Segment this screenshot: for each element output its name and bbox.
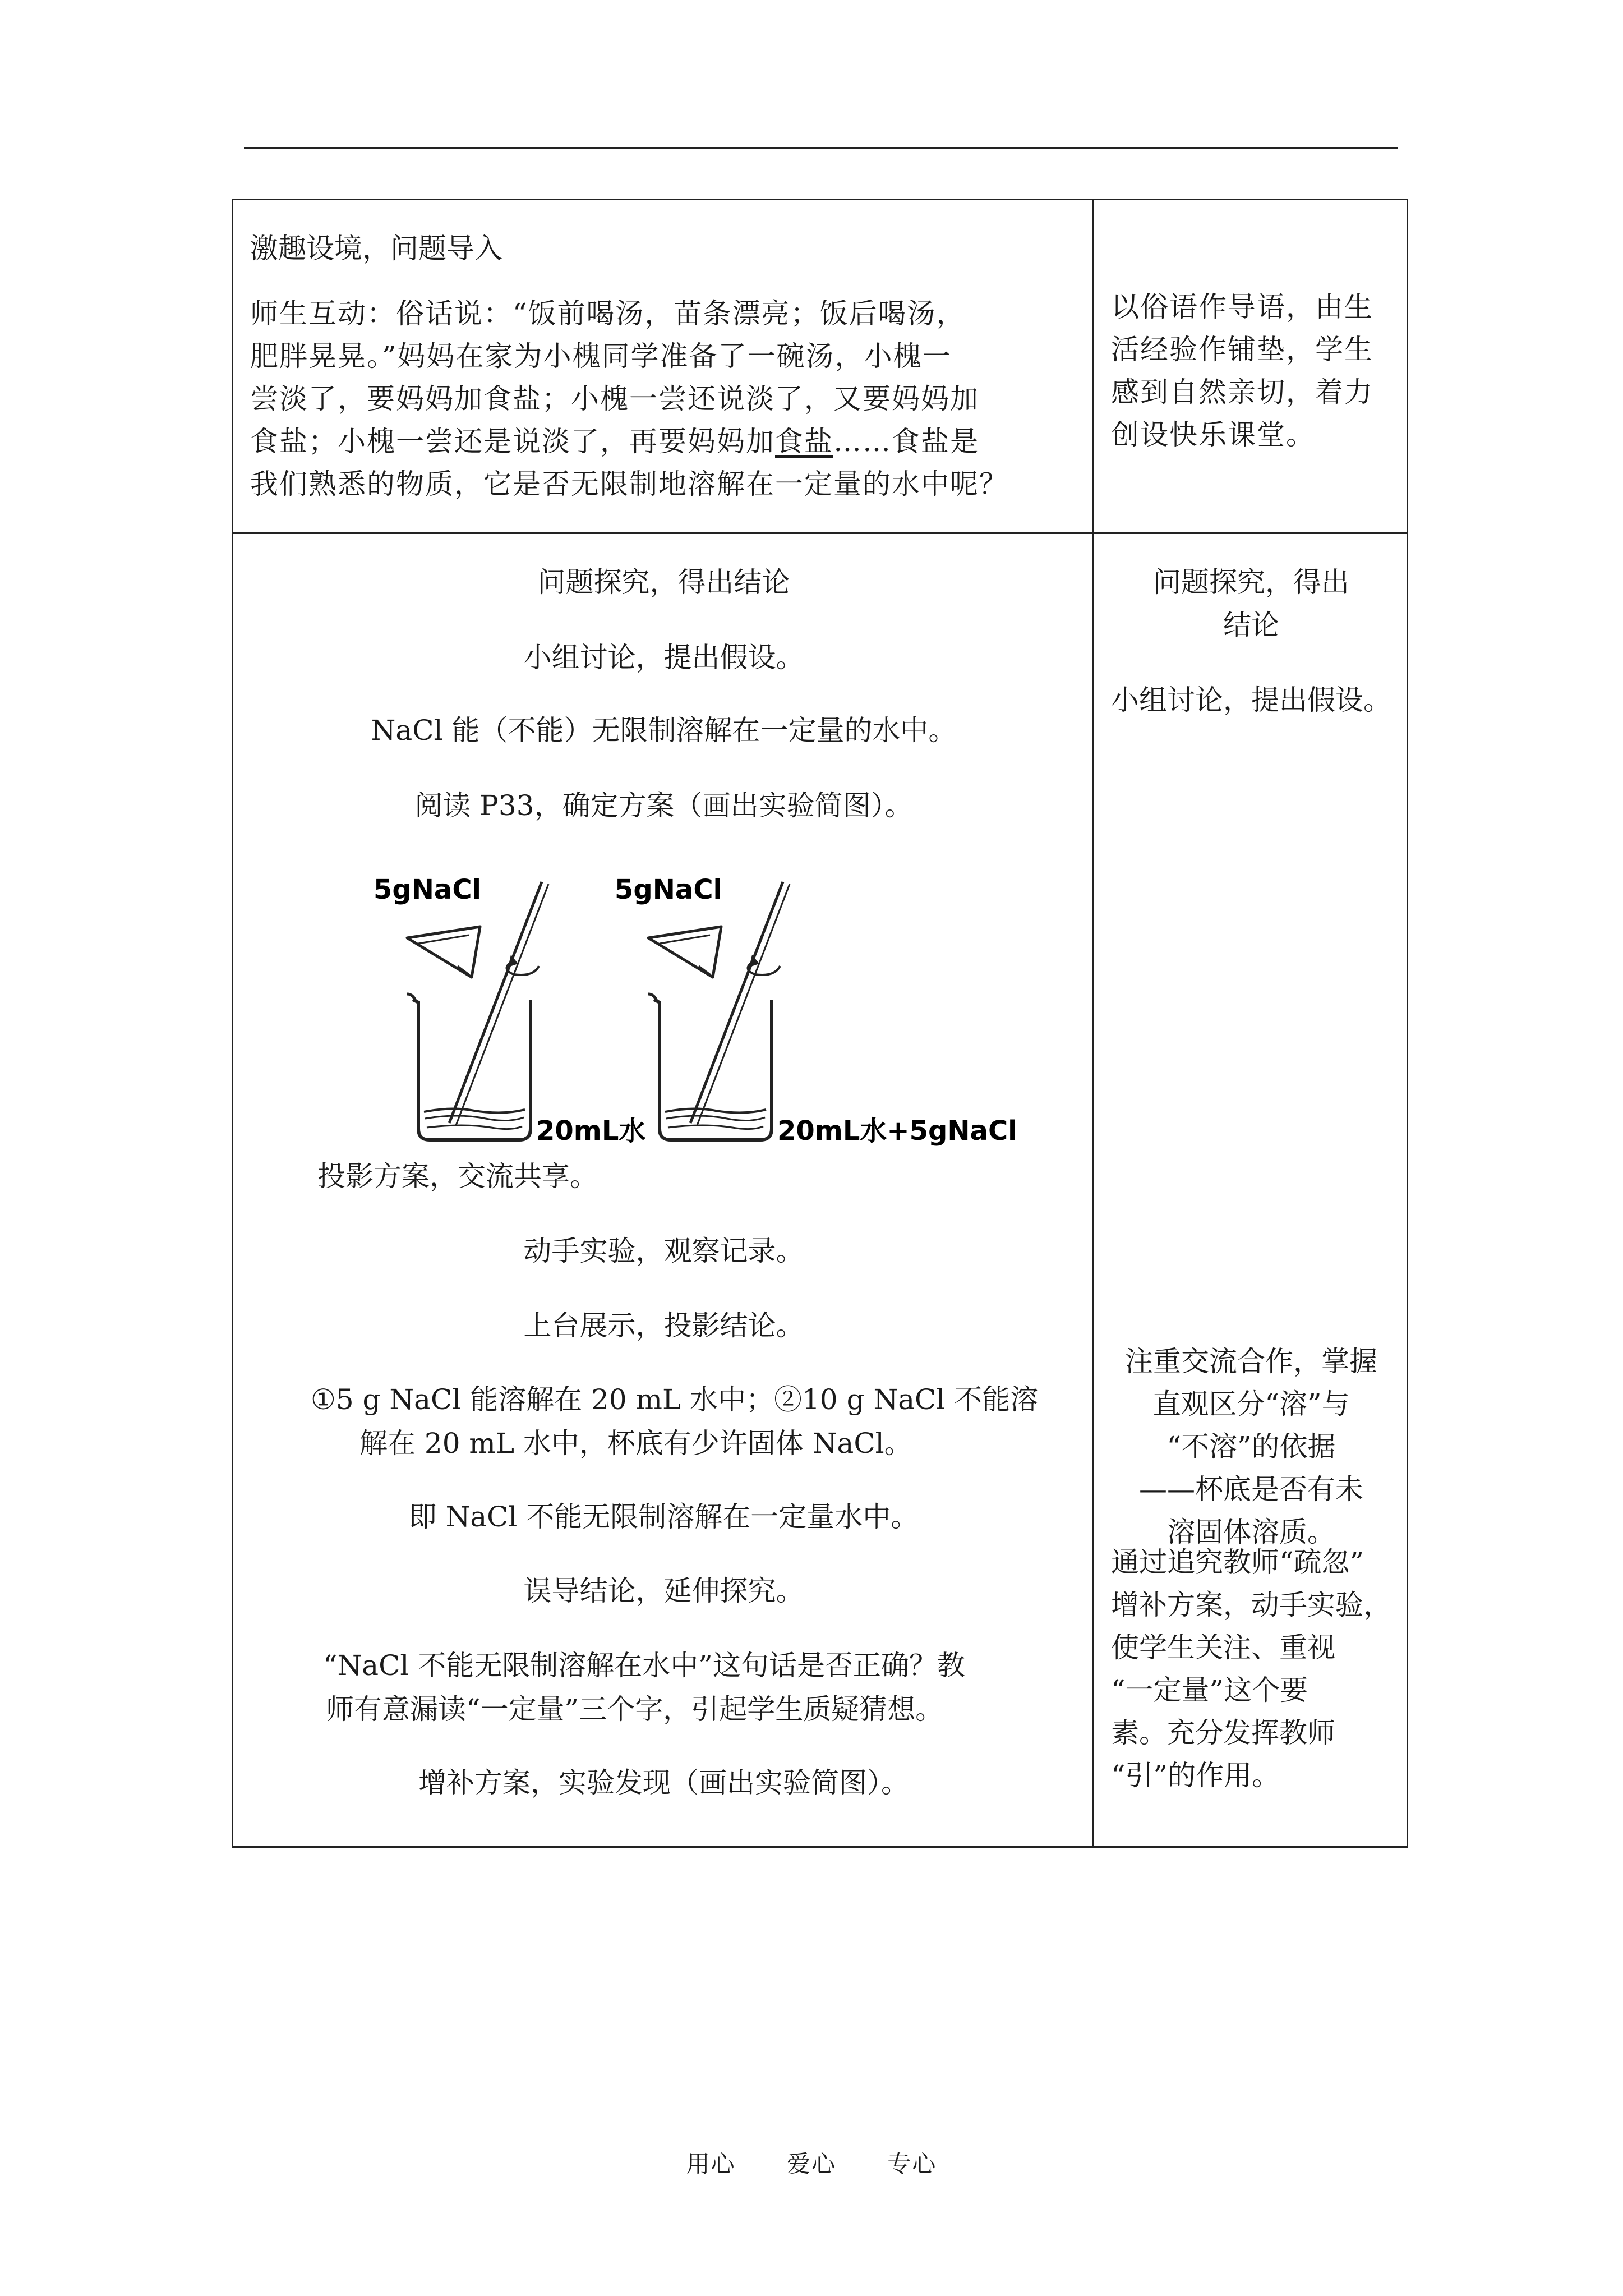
intro-note-cell bbox=[1094, 200, 1408, 533]
note-line: ——杯底是否有未 bbox=[1139, 1473, 1363, 1506]
inquiry-cell bbox=[233, 533, 1094, 1847]
note-line: 活经验作铺垫，学生 bbox=[1111, 333, 1373, 366]
intro-line: 尝淡了，要妈妈加食盐；小槐一尝还说淡了，又要妈妈加 bbox=[250, 383, 979, 415]
inquiry-note-cell bbox=[1094, 533, 1408, 1847]
note-line: 直观区分“溶”与 bbox=[1152, 1388, 1350, 1420]
note-line: 素。充分发挥教师 bbox=[1111, 1717, 1335, 1749]
right-bottom-label: 20mL水+5gNaCl bbox=[777, 1115, 1017, 1147]
body-line: 师有意漏读“一定量”三个字，引起学生质疑猜想。 bbox=[326, 1693, 944, 1726]
table-row bbox=[233, 533, 1408, 1847]
note-line: 感到自然亲切，着力 bbox=[1111, 376, 1373, 408]
intro-line-part: 食盐；小槐一尝还是说淡了，再要妈妈加 bbox=[250, 425, 775, 458]
left-top-label: 5gNaCl bbox=[374, 874, 481, 905]
intro-line: 肥胖晃晃。”妈妈在家为小槐同学准备了一碗汤，小槐一 bbox=[250, 340, 952, 372]
footer-word: 用心 bbox=[686, 2150, 736, 2178]
page-footer bbox=[0, 2146, 1623, 2179]
section-heading: 问题探究，得出结论 bbox=[537, 566, 790, 599]
note-line: 以俗语作导语，由生 bbox=[1111, 291, 1373, 323]
note-line: 溶固体溶质。 bbox=[1167, 1516, 1335, 1548]
right-top-label: 5gNaCl bbox=[615, 874, 722, 905]
note-line: 增补方案，动手实验， bbox=[1111, 1589, 1391, 1621]
body-line: 增补方案，实验发现（画出实验简图）。 bbox=[418, 1766, 909, 1799]
left-bottom-label: 20mL水 bbox=[536, 1115, 646, 1147]
experiment-figure bbox=[374, 859, 1017, 1151]
intro-cell bbox=[233, 200, 1094, 533]
underlined-word: 食盐 bbox=[775, 425, 833, 458]
note-line: “一定量”这个要 bbox=[1111, 1674, 1308, 1706]
beaker-diagram bbox=[374, 859, 1017, 1151]
section-heading: 激趣设境，问题导入 bbox=[250, 232, 502, 265]
note-line: 问题探究，得出 bbox=[1153, 566, 1349, 599]
intro-line bbox=[250, 420, 1076, 463]
note-line: 使学生关注、重视 bbox=[1111, 1631, 1335, 1664]
body-line: NaCl 能（不能）无限制溶解在一定量的水中。 bbox=[371, 714, 957, 747]
note-line: 注重交流合作，掌握 bbox=[1125, 1345, 1377, 1378]
footer-word: 专心 bbox=[887, 2150, 937, 2178]
table-row bbox=[233, 200, 1408, 533]
note-line: 结论 bbox=[1223, 609, 1279, 641]
body-line: 误导结论，延伸探究。 bbox=[523, 1575, 804, 1607]
left-beaker-setup bbox=[374, 874, 645, 1147]
body-line: 小组讨论，提出假设。 bbox=[523, 641, 804, 674]
body-line: 阅读 P33，确定方案（画出实验简图）。 bbox=[414, 789, 913, 822]
body-line: ①5 g NaCl 能溶解在 20 mL 水中；②10 g NaCl 不能溶 bbox=[311, 1383, 1039, 1416]
note-line: 小组讨论，提出假设。 bbox=[1111, 684, 1391, 716]
intro-line: 我们熟悉的物质，它是否无限制地溶解在一定量的水中呢？ bbox=[250, 468, 1008, 500]
body-line: 即 NaCl 不能无限制溶解在一定量水中。 bbox=[408, 1501, 919, 1533]
note-line: “不溶”的依据 bbox=[1166, 1430, 1336, 1463]
note-line: 通过追究教师“疏忽” bbox=[1111, 1546, 1364, 1579]
header-rule bbox=[244, 147, 1398, 149]
right-beaker-setup bbox=[615, 874, 1017, 1147]
note-line: “引”的作用。 bbox=[1111, 1759, 1280, 1792]
intro-line-part: ……食盐是 bbox=[833, 425, 979, 458]
body-line: “NaCl 不能无限制溶解在水中”这句话是否正确？教 bbox=[323, 1649, 965, 1682]
body-line: 动手实验，观察记录。 bbox=[523, 1235, 804, 1267]
intro-line: 师生互动：俗话说：“饭前喝汤，苗条漂亮；饭后喝汤， bbox=[250, 297, 966, 330]
note-line: 创设快乐课堂。 bbox=[1111, 418, 1315, 451]
lesson-table bbox=[232, 199, 1408, 1848]
body-line: 上台展示，投影结论。 bbox=[523, 1309, 804, 1342]
body-line: 投影方案，交流共享。 bbox=[317, 1160, 598, 1193]
footer-word: 爱心 bbox=[786, 2150, 836, 2178]
body-line: 解在 20 mL 水中，杯底有少许固体 NaCl。 bbox=[359, 1427, 912, 1460]
